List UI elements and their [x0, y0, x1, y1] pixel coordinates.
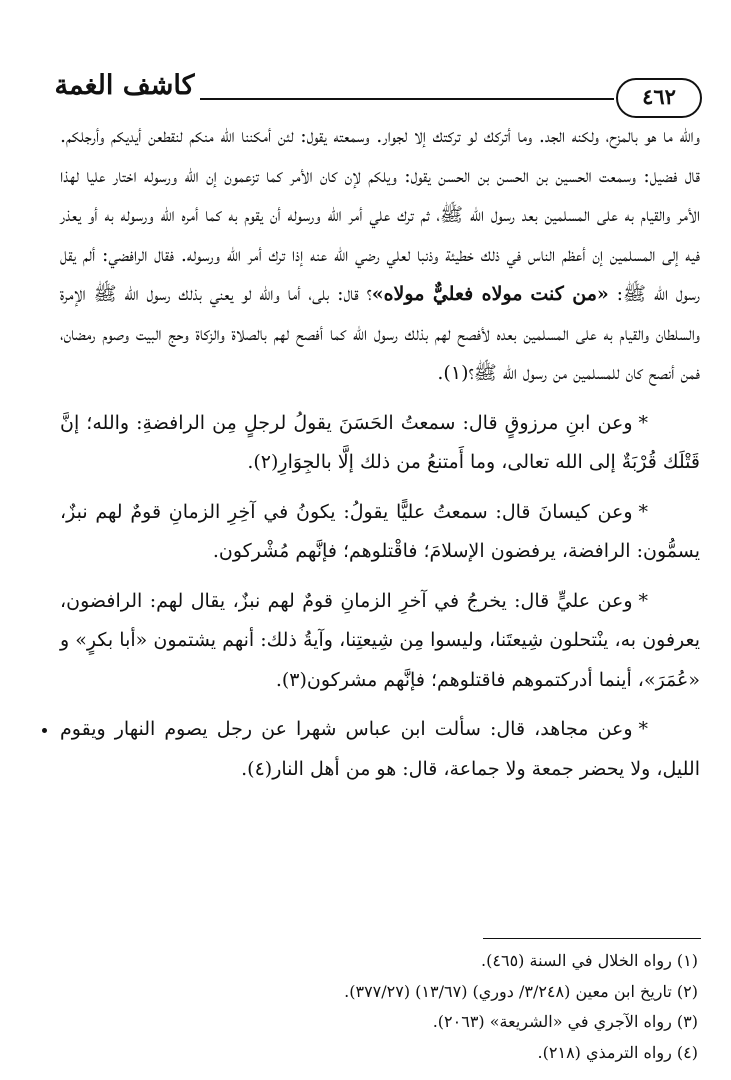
- text-line: أفصح لهم بالصلاة والزكاة وحج البيت وصوم رمضان، فمن أنصح كان: [60, 322, 700, 384]
- text-line: والسلطان والقيام به على المسلمين بعده لأفصح لهم بذلك رسول الله كما: [329, 322, 700, 345]
- text-line: إذا ترك أمر الله ورسوله. فقال الرافضي: ألم يقل رسول الله ﷺ:: [60, 243, 700, 305]
- star-marker: *: [638, 589, 648, 612]
- paragraph-4: [60, 582, 700, 701]
- text-line: وعن مجاهد، قال: سألت ابن عباس شهرا عن رجل يصوم النهار: [114, 718, 633, 740]
- text-line: يسمُّون: الرافضة، يرفضون الإسلامَ؛ فاقْتلوهم؛ فإنَّهم مُشْركون.: [212, 540, 700, 562]
- text-line: يعذر فيه إلى المسلمين إن أعظم الناس في ذلك خطيئة وذنبا لعلي رضي الله عنه: [60, 204, 700, 266]
- footnote-1: (١) رواه الخلال في السنة (٤٦٥).: [481, 951, 698, 970]
- paragraph-2: [60, 404, 700, 483]
- text-line: وعن عليٍّ قال: يخرجُ في آخرِ الزمانِ قومٌ لهم نبزٌ، يقال لهم: الرافضون،: [60, 589, 633, 612]
- page-header: [52, 68, 702, 118]
- star-marker: *: [638, 500, 648, 523]
- paragraph-3: [60, 493, 700, 572]
- header-rule: [200, 98, 614, 100]
- text-line: وعن كيسانَ قال: سمعتُ عليًّا يقولُ: يكونُ في آخِرِ الزمانِ قومٌ لهم نبزٌ،: [60, 500, 633, 523]
- hadith-quote: «من كنت: [530, 283, 609, 305]
- paragraph-5: [60, 710, 700, 789]
- paragraph-1: [60, 117, 700, 394]
- text-line: ﷺ، ثم ترك علي أمر الله ورسوله أن يقوم به كما أمره الله ورسوله به أو: [87, 204, 463, 226]
- text-line: ويقوم الليل، ولا يحضر جمعة ولا جماعة، قال: هو من أهل النار(٤).: [60, 718, 700, 780]
- main-text: [60, 117, 700, 789]
- footnote-3: (٣) رواه الآجري في «الشريعة» (٢٠٦٣).: [432, 1012, 698, 1031]
- hadith-quote: مولاه فعليٌّ مولاه»: [371, 283, 523, 305]
- margin-dot: [42, 728, 47, 733]
- text-line: إنَّ قَتْلَك قُرْبَةٌ إلى الله تعالى، وما أَمتنعُ من ذلك إلَّا بالجِوَارِ(٢).: [60, 411, 700, 473]
- star-marker: *: [638, 411, 648, 434]
- text-line: وعن ابنِ مرزوقٍ قال: سمعتُ الحَسَنَ يقولُ لرجلٍ مِن الرافضةِ: والله؛: [86, 411, 633, 434]
- book-title: كاشف الغمة: [54, 70, 195, 101]
- text-line: والله ما هو بالمزح، ولكنه الجد. وما أتركك لو تركتك إلا لجوار. وسمعته: [333, 125, 701, 147]
- text-line: ؟ قال: بلى، أما والله لو يعني بذلك رسول الله ﷺ الإمرة: [60, 283, 372, 305]
- footnote-separator: [483, 938, 701, 939]
- text-line: إن الله ورسوله اختار عليا لهذا الأمر والقيام به على المسلمين بعد رسول الله: [60, 164, 700, 226]
- star-marker: *: [638, 718, 648, 740]
- footnotes: [98, 946, 698, 1068]
- text-line: يقول: لئن أمكننا الله منكم لنقطعن أيديكم وأرجلكم. قال فضيل: وسمعت: [60, 125, 700, 187]
- text-line: للمسلمين من رسول الله ﷺ؟(١).: [437, 362, 620, 384]
- footnote-2: (٢) تاريخ ابن معين (٣/٢٤٨/ دوري) (١٣/٦٧) (٣٧٧/٢٧).: [344, 981, 698, 1001]
- footnote-4: (٤) رواه الترمذي (٢١٨).: [537, 1042, 698, 1062]
- page-number: ٤٦٢: [616, 78, 702, 118]
- text-line: الحسين بن الحسن بن الحسن يقول: ويلكم لإن كان الأمر كما تزعمون: [224, 164, 592, 187]
- text-line: بكرٍ» و «عُمَرَ»، أينما أدركتموهم فاقتلوهم؛ فإنَّهم مشركون(٣).: [60, 629, 700, 691]
- text-line: يعرفون به، ينْتحلون شِيعتَنا، وليسوا مِن شِيعتِنا، وآيةُ ذلك: أنهم يشتمون «أبا: [119, 629, 700, 651]
